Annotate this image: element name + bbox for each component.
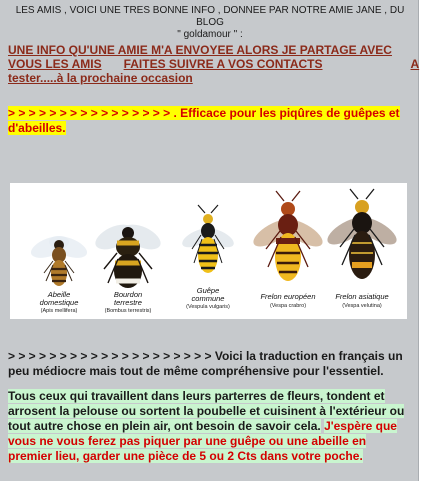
insect-name-1b: domestique	[39, 298, 79, 307]
asian-hornet-figure	[323, 189, 400, 279]
info-line-2c: A	[410, 57, 420, 71]
info-line-2	[8, 57, 420, 71]
european-hornet-figure	[249, 191, 326, 281]
insect-latin-2: (Bombus terrestris)	[104, 308, 152, 314]
info-block	[8, 43, 420, 85]
headline-arrows: > > > > > > > > > > > > > > > > .	[8, 106, 177, 120]
insects-illustration	[10, 183, 407, 319]
insects-image	[10, 183, 407, 319]
info-line-3: tester.....à la prochaine occasion	[8, 71, 193, 85]
insect-name-2a: Bourdon	[113, 290, 143, 299]
insect-latin-3: (Vespula vulgaris)	[186, 304, 230, 310]
intro-text	[8, 5, 412, 41]
insect-name-4: Frelon européen	[260, 292, 316, 301]
insect-name-5: Frelon asiatique	[335, 292, 389, 301]
headline-text: Efficace pour les piqûres de guêpes et d'abeilles.	[8, 106, 400, 135]
insect-name-1a: Abeille	[47, 290, 71, 299]
translation-note	[8, 349, 412, 379]
insect-latin-1: (Apis mellifera)	[40, 308, 78, 314]
headline	[8, 106, 412, 136]
intro-line-2: " goldamour " :	[177, 29, 243, 40]
translation-text: Voici la traduction en français un peu médiocre mais tout de même compréhensive pour l'essentiel.	[8, 349, 403, 378]
bumblebee-figure	[92, 219, 165, 288]
wasp-figure	[180, 205, 237, 273]
insect-name-3b: commune	[191, 294, 225, 303]
advice-warning: J'espère que vous ne vous ferez pas piquer par une guêpe ou une abeille en premier lieu, garder une pièce de 5 ou 2 Cts dans votre poche.	[8, 419, 397, 463]
insect-name-3a: Guêpe	[196, 286, 220, 295]
translation-arrows: > > > > > > > > > > > > > > > > > > > >	[8, 349, 212, 363]
advice-block	[8, 389, 412, 464]
insect-latin-4: (Vespa crabro)	[269, 303, 307, 309]
insect-name-2b: terrestre	[114, 298, 142, 307]
info-line-1: UNE INFO QU'UNE AMIE M'A ENVOYEE ALORS JE PARTAGE AVEC	[8, 43, 392, 57]
insect-latin-5: (Vespa velutina)	[342, 303, 382, 309]
bee-figure	[28, 232, 90, 286]
intro-line-1: LES AMIS , VOICI UNE TRES BONNE INFO , DONNEE PAR NOTRE AMIE JANE , DU BLOG	[15, 5, 405, 28]
info-line-2b: FAITES SUIVRE A VOS CONTACTS	[123, 57, 323, 71]
advice-text: Tous ceux qui travaillent dans leurs parterres de fleurs, tondent et arrosent la pelouse ou sortent la poubelle et cuisinent à l'extérieur ou tout autre chose en plein air, ont besoin de savoir cela.	[8, 389, 405, 433]
info-line-2a: VOUS LES AMIS	[8, 57, 102, 71]
